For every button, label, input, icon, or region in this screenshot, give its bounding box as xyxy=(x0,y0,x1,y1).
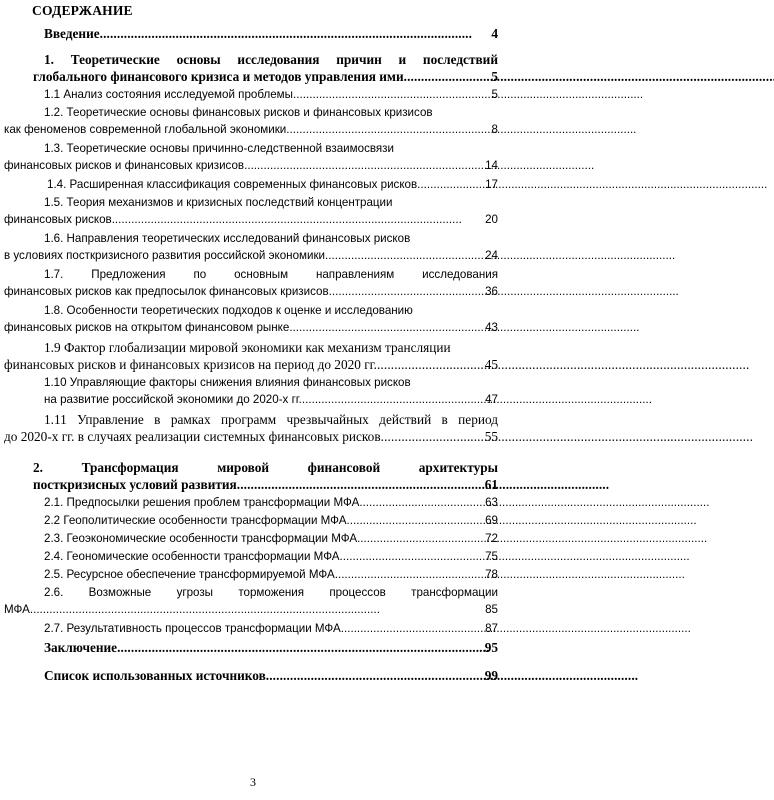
toc-entry-text: до 2020-х гг. в случаях реализации системных финансовых рисков xyxy=(4,429,381,444)
toc-line xyxy=(4,159,498,172)
toc-leader-dots xyxy=(377,357,483,373)
toc-line xyxy=(44,142,498,155)
toc-line xyxy=(4,357,498,373)
toc-line xyxy=(44,106,498,119)
toc-entry-text: 2.3. Геоэкономические особенности трансформации МФА xyxy=(44,532,358,545)
toc-entry-text: финансовых рисков на открытом финансовом рынке xyxy=(4,321,290,334)
toc-page-number: 4 xyxy=(491,26,498,41)
toc-entry-text: 1.8. Особенности теоретических подходов к оценке и исследованию xyxy=(44,304,413,317)
toc-line xyxy=(44,550,498,563)
toc-leader-dots xyxy=(357,532,483,545)
toc-leader-dots xyxy=(404,69,490,85)
toc-line xyxy=(33,477,498,493)
toc-leader-dots xyxy=(302,393,483,406)
toc-page-number: 20 xyxy=(485,213,498,226)
toc-leader-dots xyxy=(30,603,483,616)
toc-page-number: 75 xyxy=(485,550,498,563)
toc-entry-text: 2.7. Результативность процессов трансформации МФА xyxy=(44,622,341,635)
toc-leader-dots xyxy=(335,568,483,581)
toc-line xyxy=(44,196,498,209)
toc-page-number: 5 xyxy=(491,69,498,84)
toc-entry-text: Заключение xyxy=(44,640,118,655)
toc-leader-dots xyxy=(341,622,483,635)
toc-line xyxy=(44,640,498,656)
toc-entry-text: 1.1 Анализ состояния исследуемой проблемы xyxy=(44,88,293,101)
toc-leader-dots xyxy=(289,321,483,334)
toc-page-number: 8 xyxy=(491,123,498,136)
toc-leader-dots xyxy=(237,477,483,493)
toc-entry-text: финансовых рисков xyxy=(4,213,112,226)
toc-line xyxy=(44,26,498,42)
toc-entry-text: 1.9 Фактор глобализации мировой экономики как механизм трансляции xyxy=(44,340,451,355)
toc-page-number: 85 xyxy=(485,603,498,616)
toc-entry-text: МФА xyxy=(4,603,30,616)
toc-entry-text: 2.4. Геономические особенности трансформации МФА xyxy=(44,550,340,563)
toc-page-number: 24 xyxy=(485,249,498,262)
toc-page-number: 45 xyxy=(484,357,498,372)
toc-leader-dots xyxy=(381,429,483,445)
toc-entry-text: как феноменов современной глобальной экономики xyxy=(4,123,287,136)
toc-line xyxy=(4,429,498,445)
toc-leader-dots xyxy=(100,26,490,42)
toc-entry-text: Список использованных источников xyxy=(44,668,266,683)
toc-leader-dots xyxy=(266,668,483,684)
toc-line xyxy=(44,496,498,509)
toc-page-number: 72 xyxy=(485,532,498,545)
toc-entry-text: 1.10 Управляющие факторы снижения влияния финансовых рисков xyxy=(44,376,411,389)
toc-line xyxy=(44,568,498,581)
toc-line xyxy=(44,514,498,527)
toc-line xyxy=(33,69,498,85)
toc-entry-text: финансовых рисков и финансовых кризисов xyxy=(4,159,245,172)
toc-line xyxy=(44,393,498,406)
toc-page-number: 14 xyxy=(485,159,498,172)
toc-page-number: 95 xyxy=(484,640,498,655)
toc-leader-dots xyxy=(417,178,483,191)
toc-heading: СОДЕРЖАНИЕ xyxy=(32,3,133,18)
toc-page-number: 63 xyxy=(485,496,498,509)
toc-entry-text: 1.5. Теория механизмов и кризисных последствий концентрации xyxy=(44,196,393,209)
toc-line xyxy=(4,321,498,334)
toc-line xyxy=(44,88,498,101)
toc-line xyxy=(44,304,498,317)
toc-page-number: 99 xyxy=(484,668,498,683)
toc-line: 2. Трансформация мировой финансовой архитектуры xyxy=(33,460,498,475)
toc-page-number: 55 xyxy=(484,429,498,444)
toc-entry-text: посткризисных условий развития xyxy=(33,477,237,492)
toc-entry-text: глобального финансового кризиса и методов управления ими xyxy=(33,69,404,84)
toc-line xyxy=(44,532,498,545)
toc-page-number: 69 xyxy=(485,514,498,527)
toc-entry-text: 1.6. Направления теоретических исследований финансовых рисков xyxy=(44,232,411,245)
toc-page-number: 78 xyxy=(485,568,498,581)
toc-page-number: 36 xyxy=(485,285,498,298)
toc-entry-text: 2.5. Ресурсное обеспечение трансформируемой МФА xyxy=(44,568,335,581)
toc-page-number: 87 xyxy=(485,622,498,635)
toc-leader-dots xyxy=(325,249,483,262)
toc-line: 1.7. Предложения по основным направлениям исследования xyxy=(44,268,498,281)
toc-line xyxy=(44,232,498,245)
toc-entry-text: в условиях посткризисного развития российской экономики xyxy=(4,249,326,262)
toc-line xyxy=(47,178,498,191)
toc-line xyxy=(4,213,498,226)
toc-entry-text: финансовых рисков и финансовых кризисов на период до 2020 гг. xyxy=(4,357,377,372)
toc-leader-dots xyxy=(112,213,483,226)
toc-entry-text: 1.4. Расширенная классификация современных финансовых рисков xyxy=(47,178,418,191)
toc-page-number: 47 xyxy=(485,393,498,406)
toc-entry-text: на развитие российской экономики до 2020-х гг. xyxy=(44,393,302,406)
toc-line xyxy=(4,285,498,298)
toc-line xyxy=(44,376,498,389)
toc-line xyxy=(4,249,498,262)
toc-leader-dots xyxy=(346,514,483,527)
toc-entry-text: 2.1. Предпосылки решения проблем трансформации МФА xyxy=(44,496,360,509)
toc-leader-dots xyxy=(117,640,483,656)
toc-leader-dots xyxy=(340,550,484,563)
toc-page-number: 43 xyxy=(485,321,498,334)
toc-line: 2.6. Возможные угрозы торможения процессов трансформации xyxy=(44,586,498,599)
toc-line xyxy=(44,622,498,635)
toc-line xyxy=(44,668,498,684)
toc-entry-text: 1.3. Теоретические основы причинно-следственной взаимосвязи xyxy=(44,142,394,155)
toc-entry-text: 1.2. Теоретические основы финансовых рисков и финансовых кризисов xyxy=(44,106,433,119)
page-number: 3 xyxy=(250,775,256,789)
toc-line xyxy=(44,340,498,356)
toc-line: 1.11 Управление в рамках программ чрезвычайных действий в период xyxy=(44,412,498,427)
toc-leader-dots xyxy=(359,496,483,509)
toc-page-number: 61 xyxy=(484,477,498,492)
toc-leader-dots xyxy=(244,159,483,172)
toc-entry-text: 2.2 Геополитические особенности трансформации МФА xyxy=(44,514,347,527)
toc-entry-text: финансовых рисков как предпосылок финансовых кризисов xyxy=(4,285,329,298)
toc-line xyxy=(4,123,498,136)
toc-page-number: 5 xyxy=(491,88,498,101)
toc-page-number: 17 xyxy=(485,178,498,191)
toc-line: 1. Теоретические основы исследования причин и последствий xyxy=(44,52,498,67)
toc-leader-dots xyxy=(329,285,483,298)
toc-entry-text: Введение xyxy=(44,26,100,41)
toc-line xyxy=(4,603,498,616)
toc-leader-dots xyxy=(286,123,489,136)
toc-leader-dots xyxy=(293,88,490,101)
